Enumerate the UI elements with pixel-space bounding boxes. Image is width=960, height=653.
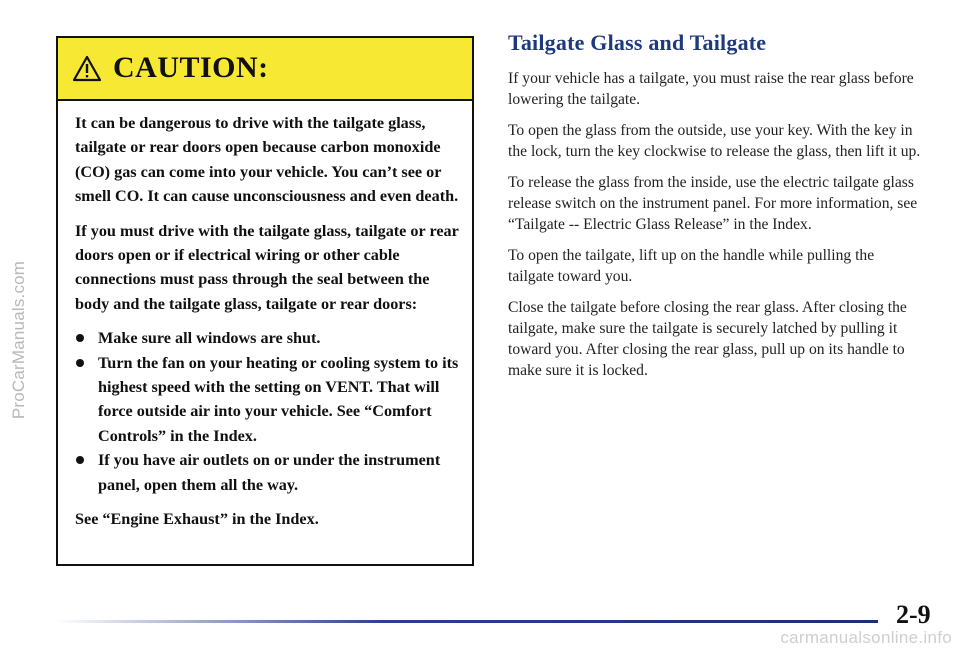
caution-title: CAUTION: — [113, 51, 269, 84]
site-footer-text: carmanualsonline.info — [780, 628, 952, 647]
bullet-text: Make sure all windows are shut. — [98, 329, 321, 348]
footer-rule — [56, 620, 878, 623]
page-number: 2-9 — [896, 600, 931, 629]
section-paragraph: To open the tailgate, lift up on the handle while pulling the tailgate toward you. — [508, 247, 875, 285]
tailgate-section — [482, 30, 922, 391]
caution-bullet-item — [75, 351, 460, 449]
bullet-dot-icon — [76, 456, 84, 464]
side-watermark — [4, 60, 34, 620]
caution-header — [58, 38, 472, 101]
bullet-text: If you have air outlets on or under the instrument panel, open them all the way. — [98, 451, 441, 494]
caution-bullet-item — [75, 326, 460, 350]
bullet-dot-icon — [76, 359, 84, 367]
caution-bullet-list — [75, 326, 460, 497]
caution-bullet-item — [75, 448, 460, 497]
caution-body — [75, 111, 460, 542]
section-paragraph: Close the tailgate before closing the rear glass. After closing the tailgate, make sure the tailgate is securely latched by pulling it toward you. After closing the rear glass, pull up on its handle to make sure it is locked. — [508, 299, 907, 379]
caution-paragraph: It can be dangerous to drive with the tailgate glass, tailgate or rear doors open because carbon monoxide (CO) gas can come into your vehicle. You can’t see or smell CO. It can cause unconsciousness and even death. — [75, 114, 459, 206]
section-paragraph: To release the glass from the inside, use the electric tailgate glass release switch on the instrument panel. For more information, see “Tailgate -- Electric Glass Release” in the Index. — [508, 174, 918, 233]
caution-paragraph: If you must drive with the tailgate glass, tailgate or rear doors open or if electrical wiring or other cable connections must pass through the seal between the body and the tailgate glass, tailgate or rear doors: — [75, 221, 459, 313]
bullet-text: Turn the fan on your heating or cooling system to its highest speed with the setting on VENT. That will force outside air into your vehicle. See “Comfort Controls” in the Index. — [98, 353, 459, 445]
section-paragraph: If your vehicle has a tailgate, you must raise the rear glass before lowering the tailgate. — [508, 70, 914, 108]
caution-box — [56, 36, 474, 566]
caution-closing: See “Engine Exhaust” in the Index. — [75, 510, 319, 529]
section-heading: Tailgate Glass and Tailgate — [508, 30, 767, 55]
watermark-text: ProCarManuals.com — [9, 260, 28, 420]
warning-triangle-icon — [72, 55, 102, 82]
bullet-dot-icon — [76, 334, 84, 342]
section-paragraph: To open the glass from the outside, use your key. With the key in the lock, turn the key clockwise to release the glass, then lift it up. — [508, 122, 921, 160]
